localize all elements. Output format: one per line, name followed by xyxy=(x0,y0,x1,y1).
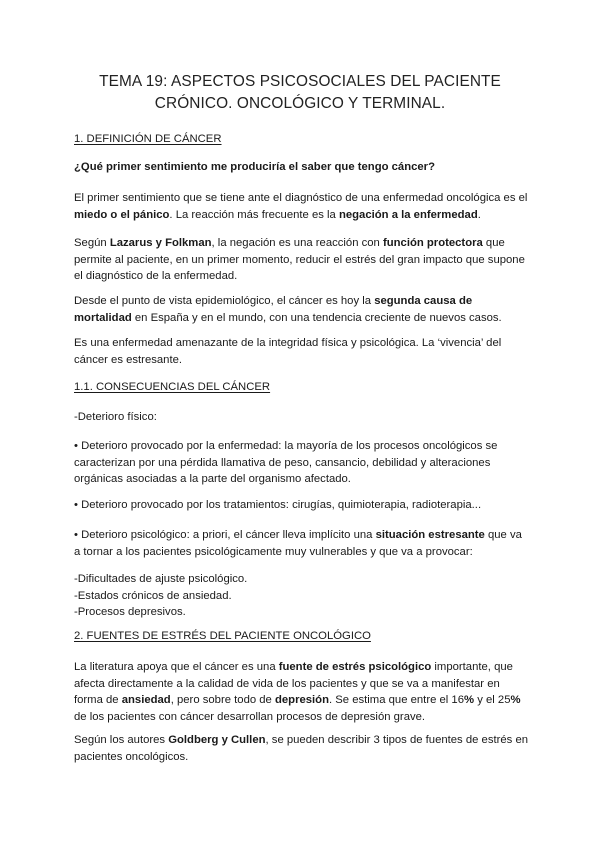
paragraph-deterioro-enfermedad: • Deterioro provocado por la enfermedad: la mayoría de los procesos oncológicos se caracterizan por una pérdida llamativa de peso, cansancio, debilidad y alteraciones orgánicas asociadas a la parte del organismo afectado. xyxy=(74,440,498,485)
paragraph-primer-sentimiento: El primer sentimiento que se tiene ante el diagnóstico de una enfermedad oncológica es el miedo o el pánico. La reacción más frecuente es la negación a la enfermedad. xyxy=(74,192,528,221)
title-line-2: CRÓNICO. ONCOLÓGICO Y TERMINAL. xyxy=(154,95,446,112)
paragraph-lazarus-folkman: Según Lazarus y Folkman, la negación es una reacción con función protectora que permite al paciente, en un primer momento, reducir el estrés del gran impacto que supone el diagnóstico de la enfermedad. xyxy=(74,237,525,282)
title-line-1: TEMA 19: ASPECTOS PSICOSOCIALES DEL PACIENTE xyxy=(99,73,501,90)
section-heading-definicion: 1. DEFINICIÓN DE CÁNCER xyxy=(74,133,222,145)
section-question: ¿Qué primer sentimiento me produciría el saber que tengo cáncer? xyxy=(74,161,435,173)
list-item: -Estados crónicos de ansiedad. xyxy=(74,589,232,602)
paragraph-deterioro-psicologico: • Deterioro psicológico: a priori, el cáncer lleva implícito una situación estresante que va a tornar a los pacientes psicológicamente muy vulnerables y que va a provocar: xyxy=(74,529,522,558)
paragraph-epidemiologia: Desde el punto de vista epidemiológico, el cáncer es hoy la segunda causa de mortalidad en España y en el mundo, con una tendencia creciente de nuevos casos. xyxy=(74,295,502,324)
paragraph-deterioro-fisico: -Deterioro físico: xyxy=(74,411,157,423)
document-title xyxy=(60,71,540,115)
section-heading-consecuencias: 1.1. CONSECUENCIAS DEL CÁNCER xyxy=(74,381,271,393)
paragraph-enfermedad-amenazante: Es una enfermedad amenazante de la integridad física y psicológica. La ‘vivencia’ del cáncer es estresante. xyxy=(74,337,502,366)
paragraph-deterioro-tratamientos: • Deterioro provocado por los tratamientos: cirugías, quimioterapia, radioterapia... xyxy=(74,499,482,511)
list-item: -Procesos depresivos. xyxy=(74,606,186,618)
consequences-list xyxy=(74,571,529,621)
paragraph-goldberg-cullen: Según los autores Goldberg y Cullen, se pueden describir 3 tipos de fuentes de estrés en pacientes oncológicos. xyxy=(74,734,529,763)
section-heading-fuentes-estres: 2. FUENTES DE ESTRÉS DEL PACIENTE ONCOLÓGICO xyxy=(74,630,371,642)
list-item: -Dificultades de ajuste psicológico. xyxy=(74,573,248,585)
paragraph-fuente-estres: La literatura apoya que el cáncer es una fuente de estrés psicológico importante, que afecta directamente a la calidad de vida de los pacientes y que se va a manifestar en forma de ansiedad, pero sobre todo de depresión. Se estima que entre el 16% y el 25% de los pacientes con cáncer desarrollan procesos de depresión grave. xyxy=(74,661,521,723)
